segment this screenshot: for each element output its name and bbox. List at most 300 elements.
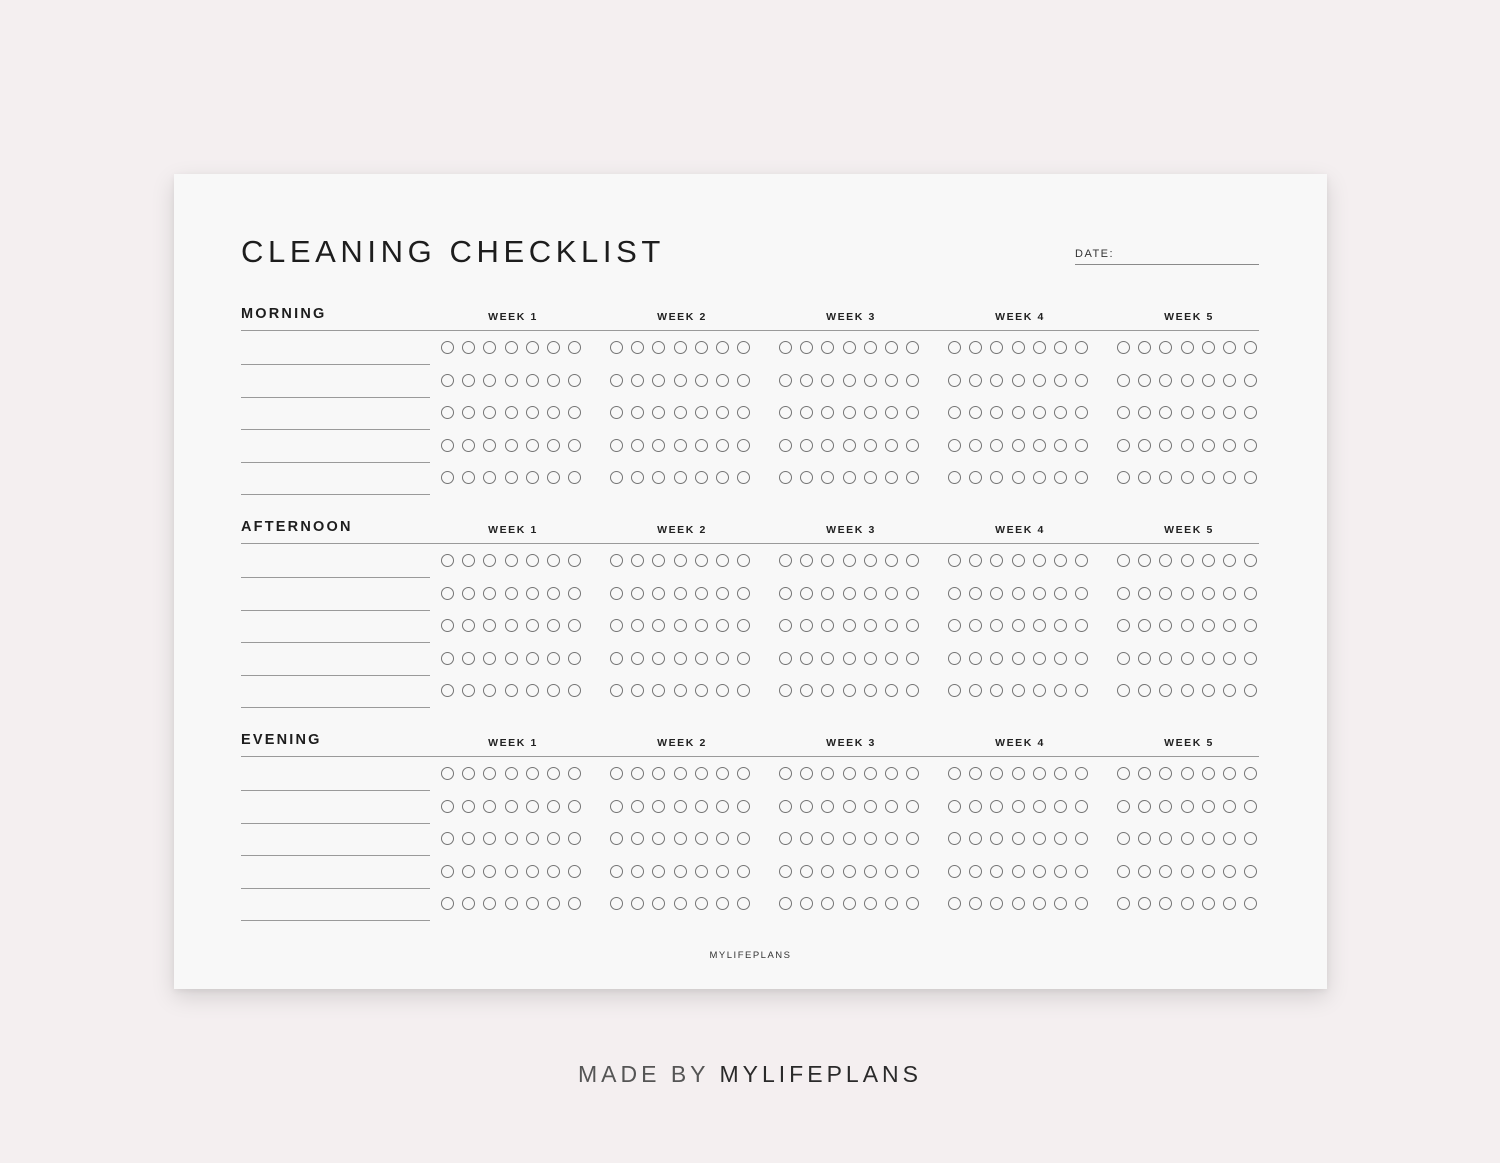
check-circle[interactable]: [568, 374, 581, 387]
check-circle[interactable]: [906, 439, 919, 452]
check-circle[interactable]: [505, 554, 518, 567]
check-circle[interactable]: [906, 341, 919, 354]
check-circle[interactable]: [821, 897, 834, 910]
check-circle[interactable]: [1181, 684, 1194, 697]
check-circle[interactable]: [695, 767, 708, 780]
check-circle[interactable]: [969, 341, 982, 354]
check-circle[interactable]: [610, 832, 623, 845]
check-circle[interactable]: [441, 652, 454, 665]
check-circle[interactable]: [631, 767, 644, 780]
check-circle[interactable]: [1117, 897, 1130, 910]
check-circle[interactable]: [843, 471, 856, 484]
check-circle[interactable]: [1012, 439, 1025, 452]
check-circle[interactable]: [990, 439, 1003, 452]
check-circle[interactable]: [610, 406, 623, 419]
check-circle[interactable]: [948, 341, 961, 354]
check-circle[interactable]: [885, 865, 898, 878]
check-circle[interactable]: [843, 832, 856, 845]
check-circle[interactable]: [779, 800, 792, 813]
check-circle[interactable]: [441, 341, 454, 354]
check-circle[interactable]: [1117, 471, 1130, 484]
check-circle[interactable]: [674, 619, 687, 632]
check-circle[interactable]: [674, 341, 687, 354]
check-circle[interactable]: [990, 865, 1003, 878]
check-circle[interactable]: [948, 554, 961, 567]
check-circle[interactable]: [631, 471, 644, 484]
check-circle[interactable]: [547, 587, 560, 600]
check-circle[interactable]: [1117, 767, 1130, 780]
check-circle[interactable]: [1138, 684, 1151, 697]
check-circle[interactable]: [1223, 652, 1236, 665]
check-circle[interactable]: [1033, 652, 1046, 665]
check-circle[interactable]: [800, 832, 813, 845]
check-circle[interactable]: [441, 800, 454, 813]
check-circle[interactable]: [1012, 800, 1025, 813]
check-circle[interactable]: [462, 897, 475, 910]
check-circle[interactable]: [821, 767, 834, 780]
check-circle[interactable]: [441, 439, 454, 452]
check-circle[interactable]: [990, 406, 1003, 419]
check-circle[interactable]: [610, 652, 623, 665]
check-circle[interactable]: [1075, 897, 1088, 910]
check-circle[interactable]: [1244, 652, 1257, 665]
check-circle[interactable]: [1223, 684, 1236, 697]
check-circle[interactable]: [821, 832, 834, 845]
check-circle[interactable]: [631, 341, 644, 354]
check-circle[interactable]: [1138, 619, 1151, 632]
check-circle[interactable]: [1181, 897, 1194, 910]
check-circle[interactable]: [1181, 652, 1194, 665]
check-circle[interactable]: [1244, 374, 1257, 387]
check-circle[interactable]: [462, 554, 475, 567]
check-circle[interactable]: [568, 684, 581, 697]
check-circle[interactable]: [1117, 684, 1130, 697]
check-circle[interactable]: [1244, 471, 1257, 484]
check-circle[interactable]: [1159, 865, 1172, 878]
check-circle[interactable]: [969, 587, 982, 600]
check-circle[interactable]: [505, 374, 518, 387]
check-circle[interactable]: [1012, 554, 1025, 567]
check-circle[interactable]: [610, 865, 623, 878]
check-circle[interactable]: [483, 471, 496, 484]
check-circle[interactable]: [1181, 865, 1194, 878]
check-circle[interactable]: [1054, 554, 1067, 567]
check-circle[interactable]: [885, 374, 898, 387]
check-circle[interactable]: [969, 832, 982, 845]
check-circle[interactable]: [800, 374, 813, 387]
check-circle[interactable]: [483, 406, 496, 419]
check-circle[interactable]: [737, 554, 750, 567]
check-circle[interactable]: [674, 374, 687, 387]
check-circle[interactable]: [462, 652, 475, 665]
check-circle[interactable]: [864, 832, 877, 845]
check-circle[interactable]: [1054, 767, 1067, 780]
check-circle[interactable]: [1054, 341, 1067, 354]
check-circle[interactable]: [695, 619, 708, 632]
check-circle[interactable]: [1033, 374, 1046, 387]
check-circle[interactable]: [1012, 587, 1025, 600]
check-circle[interactable]: [1075, 406, 1088, 419]
check-circle[interactable]: [1012, 897, 1025, 910]
check-circle[interactable]: [1075, 684, 1088, 697]
check-circle[interactable]: [610, 341, 623, 354]
check-circle[interactable]: [885, 406, 898, 419]
check-circle[interactable]: [1159, 471, 1172, 484]
check-circle[interactable]: [695, 554, 708, 567]
check-circle[interactable]: [1117, 619, 1130, 632]
check-circle[interactable]: [462, 684, 475, 697]
check-circle[interactable]: [695, 832, 708, 845]
check-circle[interactable]: [695, 341, 708, 354]
check-circle[interactable]: [969, 471, 982, 484]
check-circle[interactable]: [1054, 832, 1067, 845]
check-circle[interactable]: [716, 554, 729, 567]
check-circle[interactable]: [483, 832, 496, 845]
check-circle[interactable]: [1202, 406, 1215, 419]
check-circle[interactable]: [1054, 587, 1067, 600]
check-circle[interactable]: [1159, 587, 1172, 600]
check-circle[interactable]: [843, 374, 856, 387]
check-circle[interactable]: [779, 406, 792, 419]
check-circle[interactable]: [462, 865, 475, 878]
check-circle[interactable]: [906, 471, 919, 484]
check-circle[interactable]: [652, 652, 665, 665]
check-circle[interactable]: [631, 897, 644, 910]
check-circle[interactable]: [1244, 865, 1257, 878]
check-circle[interactable]: [505, 619, 518, 632]
check-circle[interactable]: [695, 684, 708, 697]
check-circle[interactable]: [1033, 832, 1046, 845]
check-circle[interactable]: [1033, 865, 1046, 878]
check-circle[interactable]: [441, 471, 454, 484]
check-circle[interactable]: [969, 554, 982, 567]
check-circle[interactable]: [1138, 652, 1151, 665]
check-circle[interactable]: [779, 832, 792, 845]
check-circle[interactable]: [1202, 767, 1215, 780]
check-circle[interactable]: [990, 897, 1003, 910]
check-circle[interactable]: [990, 684, 1003, 697]
check-circle[interactable]: [1075, 652, 1088, 665]
check-circle[interactable]: [737, 406, 750, 419]
check-circle[interactable]: [1117, 341, 1130, 354]
check-circle[interactable]: [800, 587, 813, 600]
check-circle[interactable]: [779, 619, 792, 632]
check-circle[interactable]: [1181, 587, 1194, 600]
check-circle[interactable]: [969, 619, 982, 632]
check-circle[interactable]: [1223, 767, 1236, 780]
check-circle[interactable]: [1202, 865, 1215, 878]
check-circle[interactable]: [547, 865, 560, 878]
check-circle[interactable]: [631, 652, 644, 665]
check-circle[interactable]: [1181, 800, 1194, 813]
check-circle[interactable]: [1012, 865, 1025, 878]
check-circle[interactable]: [864, 554, 877, 567]
check-circle[interactable]: [1138, 865, 1151, 878]
check-circle[interactable]: [674, 554, 687, 567]
check-circle[interactable]: [631, 587, 644, 600]
check-circle[interactable]: [652, 832, 665, 845]
check-circle[interactable]: [505, 471, 518, 484]
check-circle[interactable]: [1075, 587, 1088, 600]
check-circle[interactable]: [1244, 897, 1257, 910]
check-circle[interactable]: [1054, 800, 1067, 813]
check-circle[interactable]: [864, 684, 877, 697]
check-circle[interactable]: [1117, 832, 1130, 845]
check-circle[interactable]: [864, 800, 877, 813]
check-circle[interactable]: [1244, 341, 1257, 354]
check-circle[interactable]: [1159, 832, 1172, 845]
check-circle[interactable]: [1159, 767, 1172, 780]
check-circle[interactable]: [843, 587, 856, 600]
check-circle[interactable]: [526, 554, 539, 567]
check-circle[interactable]: [1181, 406, 1194, 419]
check-circle[interactable]: [1138, 897, 1151, 910]
check-circle[interactable]: [462, 767, 475, 780]
check-circle[interactable]: [885, 587, 898, 600]
check-circle[interactable]: [462, 341, 475, 354]
check-circle[interactable]: [1054, 865, 1067, 878]
check-circle[interactable]: [547, 767, 560, 780]
check-circle[interactable]: [1159, 897, 1172, 910]
check-circle[interactable]: [990, 587, 1003, 600]
task-input-line[interactable]: [241, 856, 430, 889]
check-circle[interactable]: [462, 800, 475, 813]
check-circle[interactable]: [1202, 652, 1215, 665]
check-circle[interactable]: [547, 897, 560, 910]
check-circle[interactable]: [1244, 554, 1257, 567]
check-circle[interactable]: [441, 684, 454, 697]
check-circle[interactable]: [779, 471, 792, 484]
check-circle[interactable]: [948, 587, 961, 600]
check-circle[interactable]: [821, 652, 834, 665]
check-circle[interactable]: [737, 897, 750, 910]
check-circle[interactable]: [547, 684, 560, 697]
check-circle[interactable]: [1181, 619, 1194, 632]
check-circle[interactable]: [906, 897, 919, 910]
check-circle[interactable]: [1012, 832, 1025, 845]
task-input-line[interactable]: [241, 332, 430, 365]
check-circle[interactable]: [885, 767, 898, 780]
check-circle[interactable]: [462, 439, 475, 452]
check-circle[interactable]: [1033, 554, 1046, 567]
check-circle[interactable]: [737, 439, 750, 452]
check-circle[interactable]: [462, 406, 475, 419]
check-circle[interactable]: [1223, 832, 1236, 845]
check-circle[interactable]: [843, 554, 856, 567]
check-circle[interactable]: [885, 554, 898, 567]
check-circle[interactable]: [483, 554, 496, 567]
check-circle[interactable]: [568, 471, 581, 484]
check-circle[interactable]: [1244, 587, 1257, 600]
check-circle[interactable]: [1054, 374, 1067, 387]
check-circle[interactable]: [906, 619, 919, 632]
check-circle[interactable]: [1244, 406, 1257, 419]
check-circle[interactable]: [843, 684, 856, 697]
check-circle[interactable]: [1202, 374, 1215, 387]
check-circle[interactable]: [526, 471, 539, 484]
check-circle[interactable]: [1159, 554, 1172, 567]
check-circle[interactable]: [906, 587, 919, 600]
check-circle[interactable]: [547, 341, 560, 354]
check-circle[interactable]: [843, 865, 856, 878]
check-circle[interactable]: [800, 554, 813, 567]
check-circle[interactable]: [843, 341, 856, 354]
check-circle[interactable]: [1033, 406, 1046, 419]
check-circle[interactable]: [441, 767, 454, 780]
check-circle[interactable]: [1075, 374, 1088, 387]
check-circle[interactable]: [948, 406, 961, 419]
check-circle[interactable]: [505, 439, 518, 452]
check-circle[interactable]: [1033, 341, 1046, 354]
check-circle[interactable]: [1202, 554, 1215, 567]
check-circle[interactable]: [652, 439, 665, 452]
check-circle[interactable]: [1075, 554, 1088, 567]
check-circle[interactable]: [1159, 406, 1172, 419]
check-circle[interactable]: [674, 406, 687, 419]
check-circle[interactable]: [821, 439, 834, 452]
check-circle[interactable]: [716, 471, 729, 484]
check-circle[interactable]: [610, 684, 623, 697]
check-circle[interactable]: [1138, 554, 1151, 567]
check-circle[interactable]: [843, 897, 856, 910]
check-circle[interactable]: [505, 832, 518, 845]
check-circle[interactable]: [462, 374, 475, 387]
check-circle[interactable]: [1138, 439, 1151, 452]
check-circle[interactable]: [1223, 341, 1236, 354]
check-circle[interactable]: [864, 652, 877, 665]
check-circle[interactable]: [1159, 684, 1172, 697]
check-circle[interactable]: [441, 865, 454, 878]
check-circle[interactable]: [1223, 587, 1236, 600]
check-circle[interactable]: [864, 341, 877, 354]
check-circle[interactable]: [885, 897, 898, 910]
check-circle[interactable]: [483, 439, 496, 452]
check-circle[interactable]: [1181, 341, 1194, 354]
check-circle[interactable]: [505, 652, 518, 665]
check-circle[interactable]: [1159, 619, 1172, 632]
check-circle[interactable]: [547, 406, 560, 419]
check-circle[interactable]: [526, 652, 539, 665]
check-circle[interactable]: [505, 800, 518, 813]
check-circle[interactable]: [1223, 471, 1236, 484]
check-circle[interactable]: [674, 587, 687, 600]
check-circle[interactable]: [948, 800, 961, 813]
check-circle[interactable]: [1202, 341, 1215, 354]
check-circle[interactable]: [779, 865, 792, 878]
check-circle[interactable]: [1181, 832, 1194, 845]
check-circle[interactable]: [1223, 897, 1236, 910]
check-circle[interactable]: [1223, 439, 1236, 452]
check-circle[interactable]: [843, 652, 856, 665]
check-circle[interactable]: [1202, 897, 1215, 910]
check-circle[interactable]: [1223, 406, 1236, 419]
check-circle[interactable]: [948, 439, 961, 452]
check-circle[interactable]: [568, 439, 581, 452]
check-circle[interactable]: [695, 865, 708, 878]
check-circle[interactable]: [1181, 767, 1194, 780]
check-circle[interactable]: [526, 897, 539, 910]
check-circle[interactable]: [462, 832, 475, 845]
check-circle[interactable]: [990, 767, 1003, 780]
check-circle[interactable]: [864, 865, 877, 878]
check-circle[interactable]: [864, 587, 877, 600]
check-circle[interactable]: [441, 406, 454, 419]
check-circle[interactable]: [1054, 684, 1067, 697]
check-circle[interactable]: [674, 897, 687, 910]
check-circle[interactable]: [568, 832, 581, 845]
task-input-line[interactable]: [241, 758, 430, 791]
check-circle[interactable]: [1033, 587, 1046, 600]
check-circle[interactable]: [1181, 554, 1194, 567]
check-circle[interactable]: [674, 832, 687, 845]
check-circle[interactable]: [843, 767, 856, 780]
check-circle[interactable]: [948, 471, 961, 484]
check-circle[interactable]: [483, 865, 496, 878]
check-circle[interactable]: [1117, 652, 1130, 665]
task-input-line[interactable]: [241, 643, 430, 676]
check-circle[interactable]: [779, 439, 792, 452]
check-circle[interactable]: [821, 619, 834, 632]
check-circle[interactable]: [906, 684, 919, 697]
check-circle[interactable]: [547, 800, 560, 813]
check-circle[interactable]: [948, 652, 961, 665]
check-circle[interactable]: [821, 554, 834, 567]
check-circle[interactable]: [1117, 374, 1130, 387]
check-circle[interactable]: [843, 800, 856, 813]
check-circle[interactable]: [864, 619, 877, 632]
task-input-line[interactable]: [241, 397, 430, 430]
check-circle[interactable]: [1054, 406, 1067, 419]
check-circle[interactable]: [695, 587, 708, 600]
check-circle[interactable]: [695, 439, 708, 452]
check-circle[interactable]: [716, 652, 729, 665]
check-circle[interactable]: [843, 439, 856, 452]
check-circle[interactable]: [652, 554, 665, 567]
check-circle[interactable]: [1181, 439, 1194, 452]
check-circle[interactable]: [1138, 374, 1151, 387]
check-circle[interactable]: [526, 832, 539, 845]
check-circle[interactable]: [864, 767, 877, 780]
check-circle[interactable]: [652, 865, 665, 878]
check-circle[interactable]: [1223, 554, 1236, 567]
task-input-line[interactable]: [241, 578, 430, 611]
check-circle[interactable]: [864, 406, 877, 419]
check-circle[interactable]: [990, 471, 1003, 484]
check-circle[interactable]: [1075, 471, 1088, 484]
check-circle[interactable]: [441, 832, 454, 845]
check-circle[interactable]: [652, 800, 665, 813]
check-circle[interactable]: [483, 341, 496, 354]
check-circle[interactable]: [716, 800, 729, 813]
check-circle[interactable]: [610, 439, 623, 452]
check-circle[interactable]: [547, 554, 560, 567]
check-circle[interactable]: [526, 406, 539, 419]
check-circle[interactable]: [716, 406, 729, 419]
check-circle[interactable]: [1223, 800, 1236, 813]
check-circle[interactable]: [864, 374, 877, 387]
check-circle[interactable]: [1012, 471, 1025, 484]
check-circle[interactable]: [674, 652, 687, 665]
check-circle[interactable]: [631, 684, 644, 697]
check-circle[interactable]: [800, 619, 813, 632]
check-circle[interactable]: [1075, 800, 1088, 813]
check-circle[interactable]: [990, 554, 1003, 567]
check-circle[interactable]: [990, 341, 1003, 354]
check-circle[interactable]: [716, 341, 729, 354]
task-input-line[interactable]: [241, 791, 430, 824]
check-circle[interactable]: [1223, 619, 1236, 632]
check-circle[interactable]: [1159, 652, 1172, 665]
